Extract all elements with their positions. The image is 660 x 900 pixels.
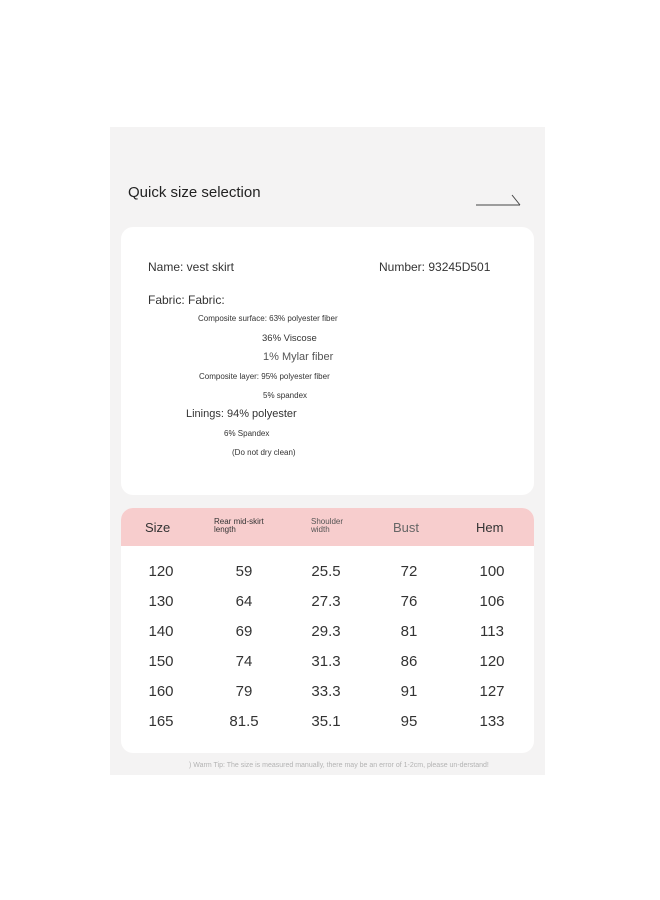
shoulder-cell: 33.3	[311, 683, 341, 700]
size-cell: 120	[148, 563, 174, 580]
table-row	[121, 713, 534, 743]
table-row	[121, 623, 534, 653]
composition-line: 6% Spandex	[224, 429, 270, 438]
shoulder-cell: 35.1	[311, 713, 341, 730]
composition-line: Composite surface: 63% polyester fiber	[198, 314, 338, 323]
header-rear-length: Rear mid-skirt length	[214, 517, 264, 534]
composition-line: Linings: 94% polyester	[186, 408, 297, 420]
composition-line: 1% Mylar fiber	[263, 351, 334, 363]
composition-line: Composite layer: 95% polyester fiber	[199, 372, 330, 381]
composition-line: 5% spandex	[263, 391, 308, 400]
length-cell: 79	[235, 683, 253, 700]
length-cell: 74	[235, 653, 253, 670]
shoulder-cell: 27.3	[311, 593, 341, 610]
hem-cell: 113	[480, 623, 504, 640]
header-shoulder-width: Shoulder width	[311, 517, 344, 534]
bust-cell: 86	[400, 653, 418, 670]
table-row	[121, 593, 534, 623]
product-name: Name: vest skirt	[148, 260, 235, 274]
size-cell: 160	[148, 683, 174, 700]
product-info-card	[121, 227, 534, 495]
shoulder-cell: 29.3	[311, 623, 341, 640]
bust-cell: 91	[400, 683, 418, 700]
size-cell: 140	[148, 623, 174, 640]
fabric-label: Fabric: Fabric:	[148, 293, 225, 307]
size-guide-panel	[110, 127, 545, 775]
length-cell: 59	[235, 563, 253, 580]
length-cell: 64	[235, 593, 253, 610]
bust-cell: 95	[400, 713, 418, 730]
length-cell: 81.5	[229, 713, 259, 730]
warm-tip: ) Warm Tip: The size is measured manually, there may be an error of 1-2cm, please un-derstand!	[189, 762, 489, 769]
hem-cell: 120	[479, 653, 505, 670]
hem-cell: 127	[479, 683, 505, 700]
hem-cell: 106	[479, 593, 505, 610]
composition-line: 36% Viscose	[262, 333, 317, 344]
bust-cell: 72	[400, 563, 418, 580]
header-size: Size	[145, 520, 171, 535]
shoulder-cell: 31.3	[311, 653, 341, 670]
care-instruction: (Do not dry clean)	[232, 448, 296, 457]
table-row	[121, 683, 534, 713]
size-cell: 150	[148, 653, 174, 670]
bust-cell: 76	[400, 593, 418, 610]
hem-cell: 100	[479, 563, 505, 580]
hem-cell: 133	[479, 713, 505, 730]
size-cell: 165	[148, 713, 174, 730]
length-cell: 69	[235, 623, 253, 640]
shoulder-cell: 25.5	[311, 563, 341, 580]
product-number: Number: 93245D501	[379, 260, 491, 274]
size-table-header	[121, 508, 534, 546]
table-row	[121, 563, 534, 593]
section-title: Quick size selection	[128, 184, 261, 201]
header-bust: Bust	[393, 520, 420, 535]
table-row	[121, 653, 534, 683]
size-cell: 130	[148, 593, 174, 610]
arrow-right-icon[interactable]	[476, 191, 522, 207]
header-hem: Hem	[476, 520, 504, 535]
size-table	[121, 508, 534, 753]
bust-cell: 81	[400, 623, 418, 640]
